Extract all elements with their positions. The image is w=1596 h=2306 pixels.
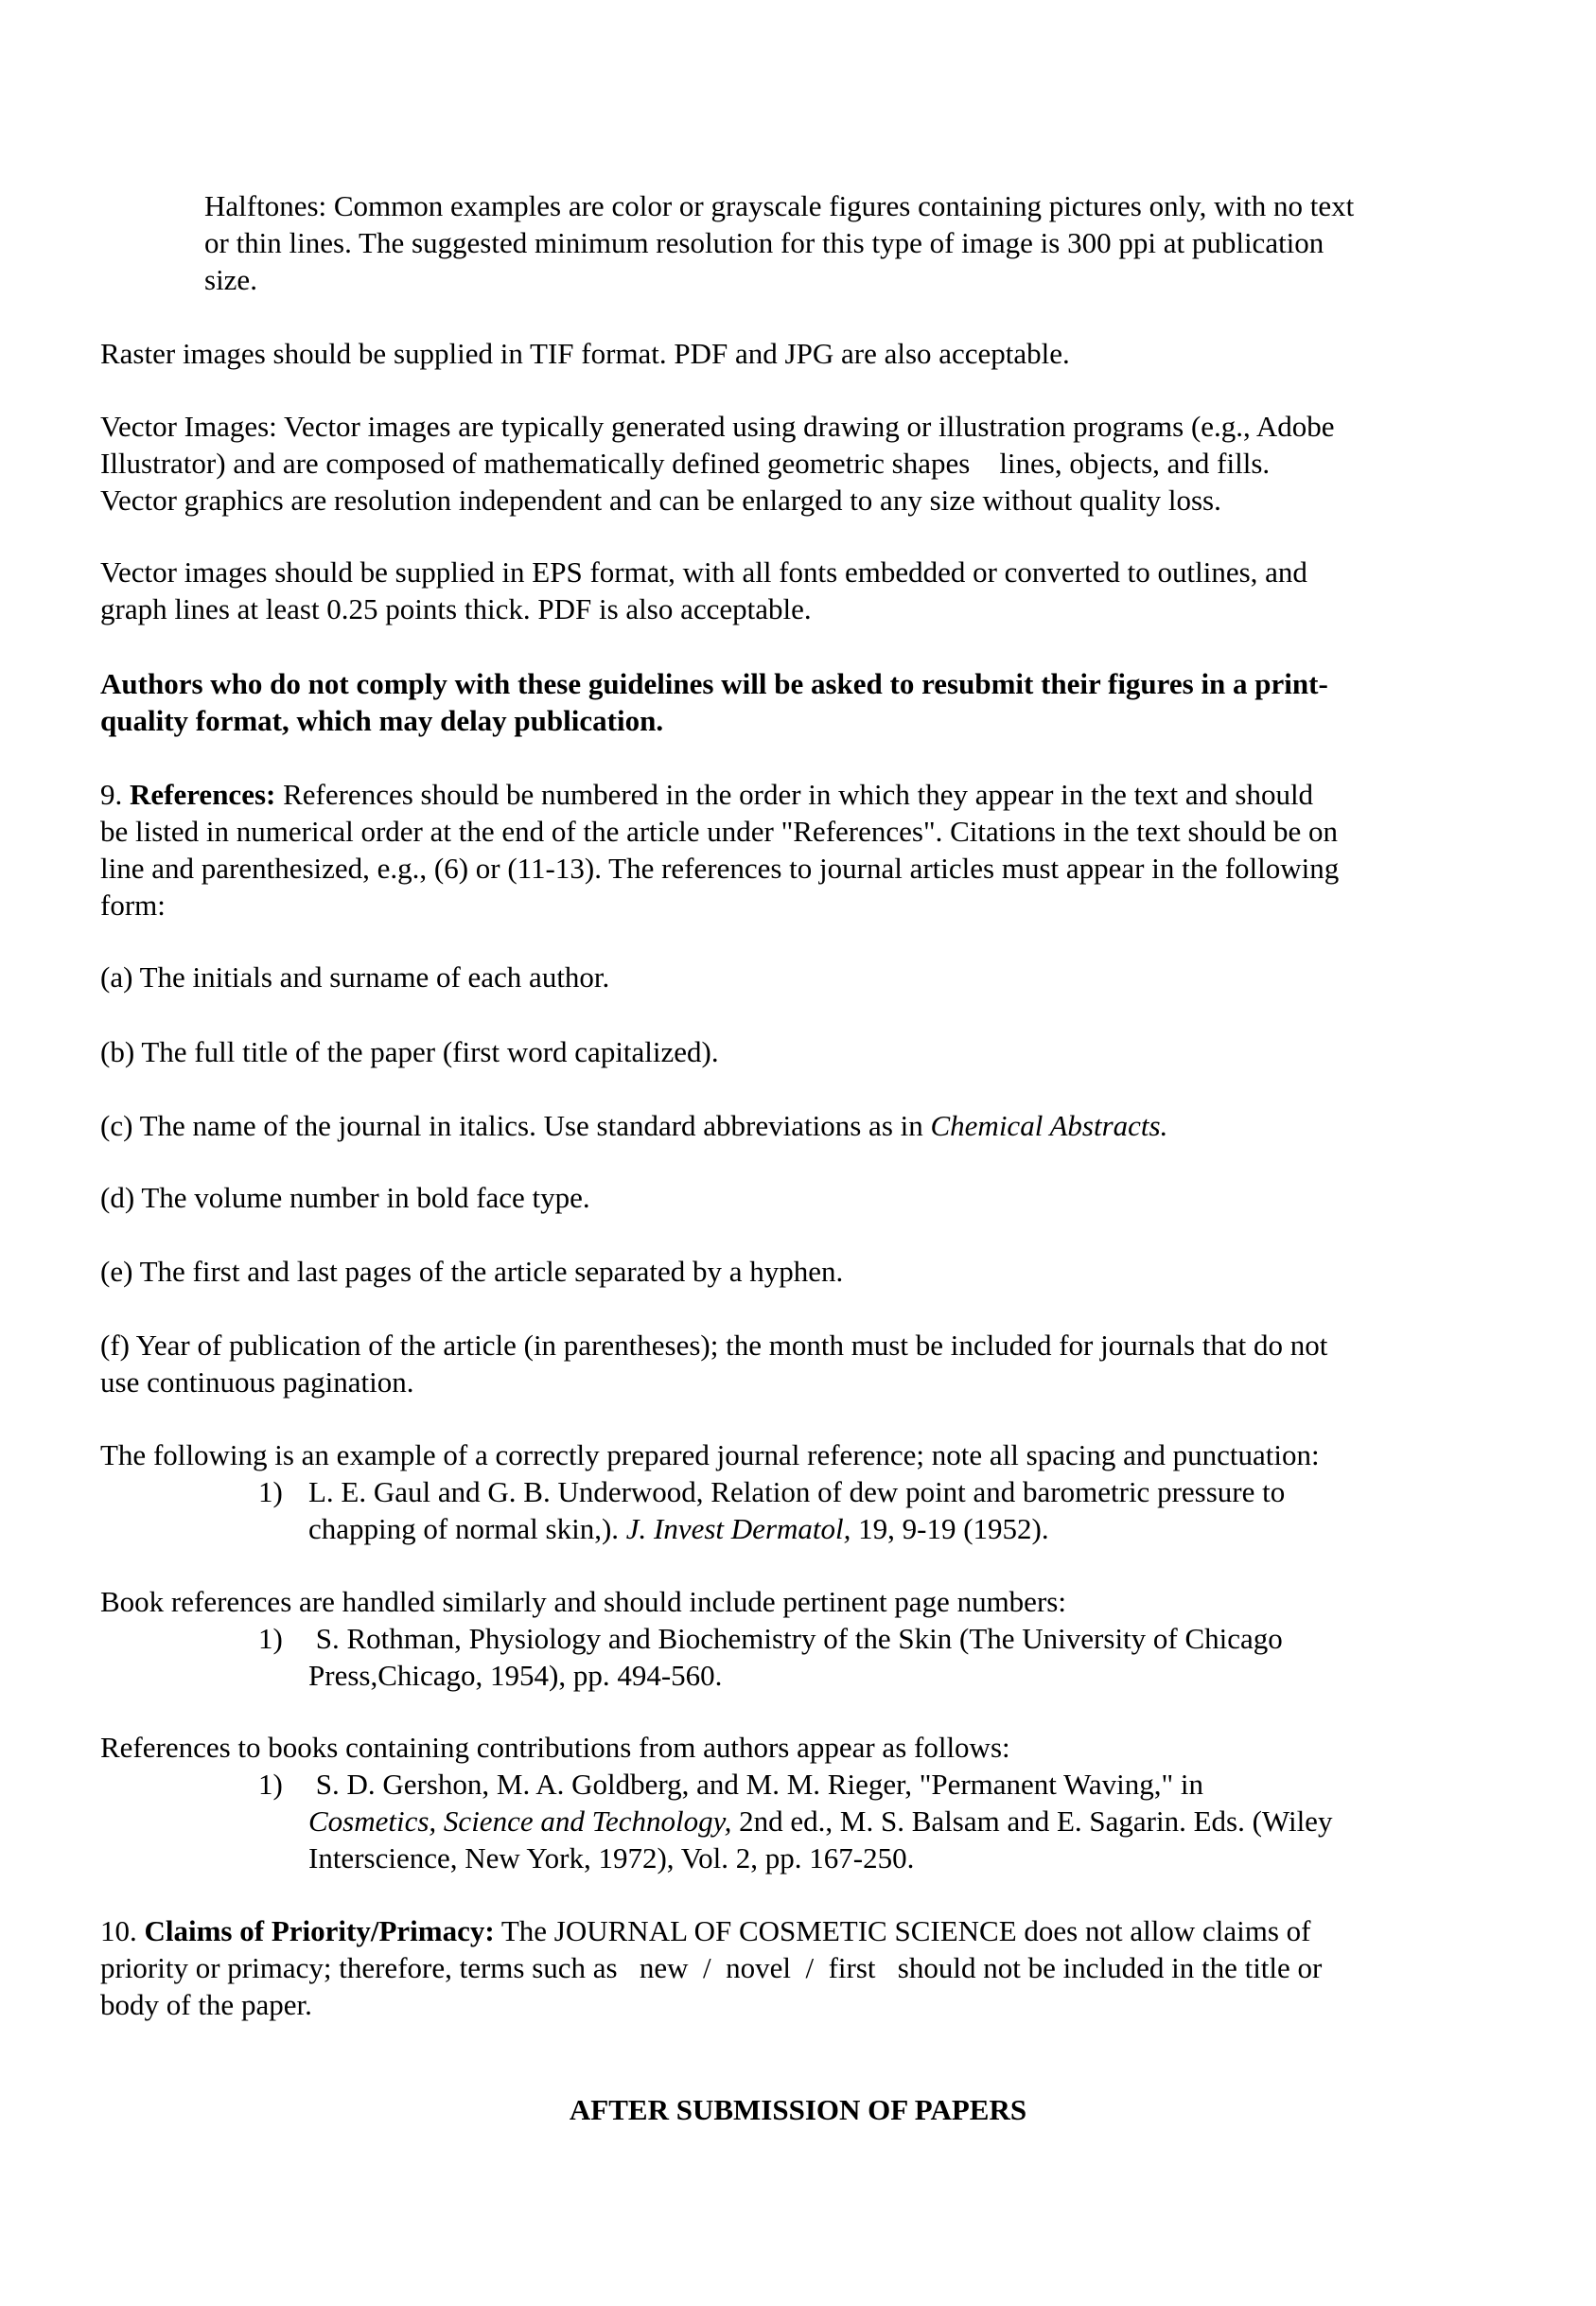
- text-line: Illustrator) and are composed of mathematically defined geometric shapes lines, objects, and fills.: [100, 447, 1271, 480]
- text-line: size.: [204, 263, 257, 296]
- text-line: form:: [100, 889, 166, 922]
- text-segment: 19, 9-19 (1952).: [851, 1512, 1049, 1545]
- text-line: [100, 776, 1519, 813]
- journal-example-intro: The following is an example of a correctly prepared journal reference; note all spacing and punctuation:: [100, 1438, 1320, 1471]
- text-line: Press,Chicago, 1954), pp. 494-560.: [308, 1659, 723, 1692]
- text-line: use continuous pagination.: [100, 1365, 414, 1399]
- text-line: S. D. Gershon, M. A. Goldberg, and M. M. Rieger, "Permanent Waving," in: [308, 1768, 1204, 1801]
- vector-format-paragraph: [100, 554, 1519, 627]
- reference-number: 1): [258, 1768, 283, 1801]
- priority-paragraph: [100, 1912, 1519, 2023]
- reference-number: 1): [258, 1622, 283, 1655]
- text-line: Vector graphics are resolution independent and can be enlarged to any size without quality loss.: [100, 484, 1221, 517]
- rule-d: (d) The volume number in bold face type.: [100, 1181, 590, 1214]
- text-line: or thin lines. The suggested minimum resolution for this type of image is 300 ppi at publication: [204, 226, 1324, 259]
- text-segment: References should be numbered in the order in which they appear in the text and should: [275, 778, 1314, 811]
- vector-paragraph: [100, 408, 1519, 519]
- text-line: [308, 1803, 1332, 1840]
- rule-f: [100, 1327, 1519, 1400]
- text-line: (f) Year of publication of the article (in parentheses); the month must be included for journals that do not: [100, 1329, 1328, 1362]
- italic-segment: Cosmetics, Science and Technology,: [308, 1804, 732, 1838]
- section-number: 10.: [100, 1914, 145, 1947]
- contrib-example-intro: References to books containing contributions from authors appear as follows:: [100, 1731, 1010, 1764]
- halftones-paragraph: [204, 187, 1596, 298]
- text-line: S. Rothman, Physiology and Biochemistry of the Skin (The University of Chicago: [308, 1622, 1283, 1655]
- text-segment: 2nd ed., M. S. Balsam and E. Sagarin. Eds. (Wiley: [731, 1804, 1333, 1838]
- text-line: body of the paper.: [100, 1988, 312, 2021]
- text-line: Halftones: Common examples are color or grayscale figures containing pictures only, with no text: [204, 189, 1355, 222]
- rule-b: (b) The full title of the paper (first word capitalized).: [100, 1035, 719, 1068]
- text-line: graph lines at least 0.25 points thick. PDF is also acceptable.: [100, 592, 812, 625]
- text-line: [308, 1510, 1285, 1547]
- italic-segment: Chemical Abstracts.: [930, 1109, 1168, 1142]
- text-line: quality format, which may delay publication.: [100, 704, 664, 737]
- text-line: Vector Images: Vector images are typically generated using drawing or illustration programs (e.g., Adobe: [100, 410, 1335, 443]
- book-example-intro: Book references are handled similarly and should include pertinent page numbers:: [100, 1585, 1066, 1618]
- section-title: References:: [130, 778, 276, 811]
- rule-e: (e) The first and last pages of the article separated by a hyphen.: [100, 1255, 844, 1288]
- rule-a: (a) The initials and surname of each author.: [100, 960, 610, 994]
- section-number: 9.: [100, 778, 130, 811]
- text-segment: (c) The name of the journal in italics. Use standard abbreviations as in: [100, 1109, 931, 1142]
- text-segment: chapping of normal skin,).: [308, 1512, 626, 1545]
- italic-segment: J. Invest Dermatol,: [625, 1512, 851, 1545]
- reference-number: 1): [258, 1475, 283, 1508]
- section-heading: AFTER SUBMISSION OF PAPERS: [569, 2093, 1027, 2126]
- references-paragraph: [100, 776, 1519, 924]
- text-line: priority or primacy; therefore, terms such as new / novel / first should not be included in the title or: [100, 1951, 1323, 1984]
- text-line: L. E. Gaul and G. B. Underwood, Relation of dew point and barometric pressure to: [308, 1475, 1286, 1508]
- text-line: Raster images should be supplied in TIF format. PDF and JPG are also acceptable.: [100, 337, 1070, 370]
- raster-paragraph: [100, 335, 1519, 372]
- text-line: Vector images should be supplied in EPS format, with all fonts embedded or converted to outlines, and: [100, 555, 1307, 589]
- text-line: be listed in numerical order at the end of the article under "References". Citations in the text should be on: [100, 815, 1338, 848]
- rule-c: [100, 1107, 1519, 1144]
- warning-paragraph: [100, 665, 1519, 739]
- text-line: Interscience, New York, 1972), Vol. 2, pp. 167-250.: [308, 1841, 915, 1875]
- section-title: Claims of Priority/Primacy:: [144, 1914, 495, 1947]
- text-line: [100, 1912, 1519, 1949]
- text-line: line and parenthesized, e.g., (6) or (11-13). The references to journal articles must appear in the following: [100, 852, 1340, 885]
- text-segment: The JOURNAL OF COSMETIC SCIENCE does not allow claims of: [494, 1914, 1311, 1947]
- text-line: Authors who do not comply with these guidelines will be asked to resubmit their figures in a print-: [100, 667, 1328, 700]
